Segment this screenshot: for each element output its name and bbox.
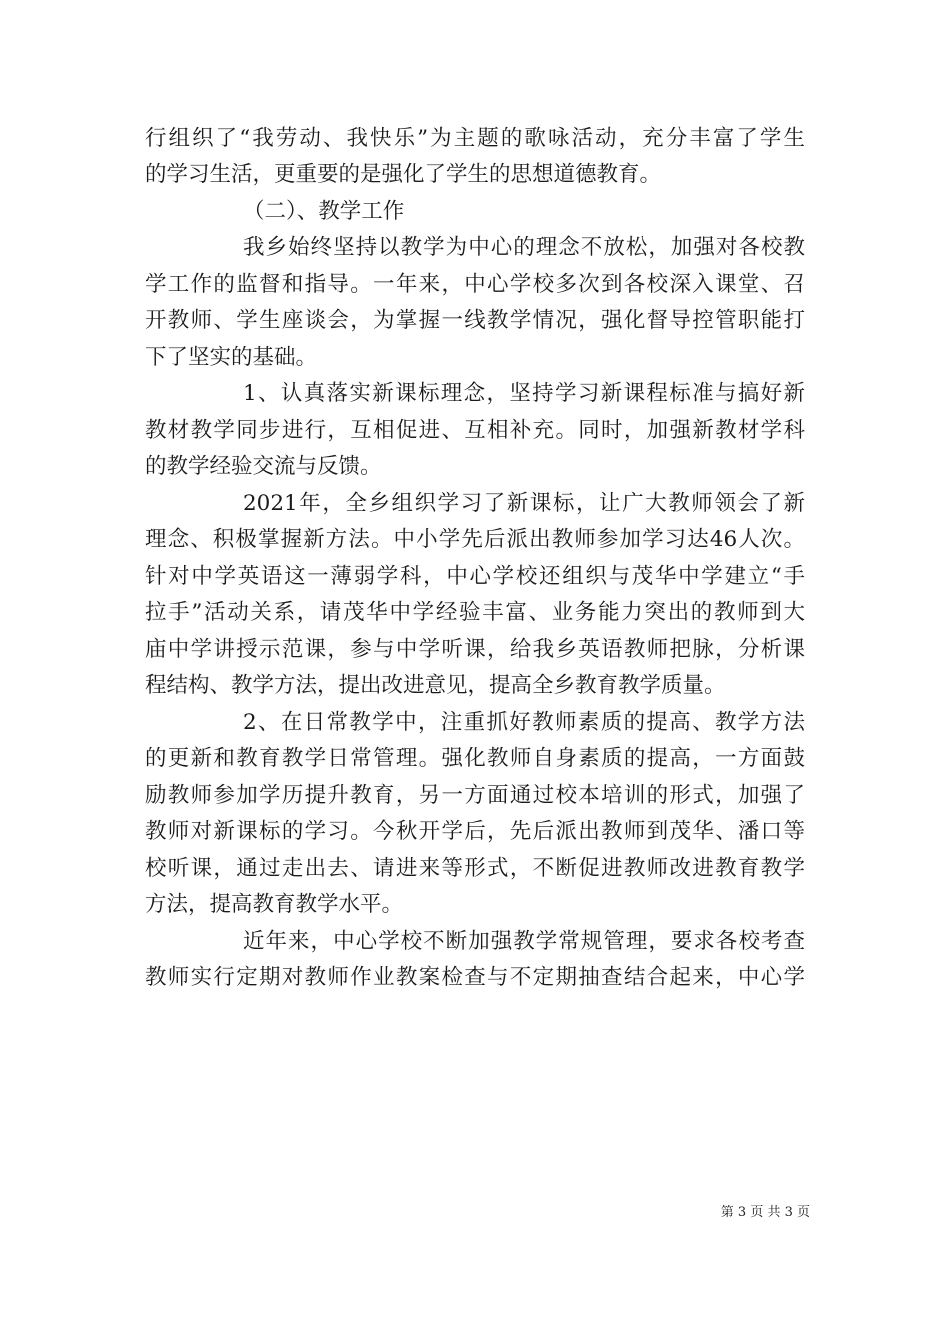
text-line: 方法，提高教育教学水平。 — [145, 892, 404, 917]
text-line: 励教师参加学历提升教育，另一方面通过校本培训的形式，加强了 — [145, 783, 805, 808]
text-line: 我乡始终坚持以教学为中心的理念不放松，加强对各校教 — [243, 235, 805, 260]
text-line: 理念、积极掌握新方法。中小学先后派出教师参加学习达46人次。 — [145, 527, 805, 552]
page-number: 第 3 页 共 3 页 — [720, 1205, 810, 1220]
text-line: 的更新和教育教学日常管理。强化教师自身素质的提高，一方面鼓 — [145, 746, 805, 771]
text-line: 1、认真落实新课标理念，坚持学习新课程标准与搞好新 — [243, 381, 805, 406]
text-line: 校听课，通过走出去、请进来等形式，不断促进教师改进教育教学 — [145, 856, 805, 881]
text-line: 教材教学同步进行，互相促进、互相补充。同时，加强新教材学科 — [145, 418, 805, 443]
text-line: 下了坚实的基础。 — [145, 345, 318, 370]
text-line: 的学习生活，更重要的是强化了学生的思想道德教育。 — [145, 162, 662, 187]
text-line: 的教学经验交流与反馈。 — [145, 454, 382, 479]
text-line: 针对中学英语这一薄弱学科，中心学校还组织与茂华中学建立“手 — [145, 564, 805, 589]
text-line: 教师实行定期对教师作业教案检查与不定期抽查结合起来，中心学 — [145, 965, 805, 990]
section-heading: （二）、教学工作 — [243, 199, 405, 224]
text-line: 近年来，中心学校不断加强教学常规管理，要求各校考查 — [243, 929, 805, 954]
text-line: 程结构、教学方法，提出改进意见，提高全乡教育教学质量。 — [145, 673, 726, 698]
text-line: 2、在日常教学中，注重抓好教师素质的提高、教学方法 — [243, 710, 805, 735]
text-line: 庙中学讲授示范课，参与中学听课，给我乡英语教师把脉，分析课 — [145, 637, 805, 662]
text-line: 行组织了“我劳动、我快乐”为主题的歌咏活动，充分丰富了学生 — [145, 126, 805, 151]
text-line: 开教师、学生座谈会，为掌握一线教学情况，强化督导控管职能打 — [145, 308, 805, 333]
text-line: 学工作的监督和指导。一年来，中心学校多次到各校深入课堂、召 — [145, 272, 805, 297]
text-line: 教师对新课标的学习。今秋开学后，先后派出教师到茂华、潘口等 — [145, 819, 805, 844]
text-line: 2021年，全乡组织学习了新课标，让广大教师领会了新 — [243, 491, 805, 516]
text-line: 拉手”活动关系，请茂华中学经验丰富、业务能力突出的教师到大 — [145, 600, 805, 625]
